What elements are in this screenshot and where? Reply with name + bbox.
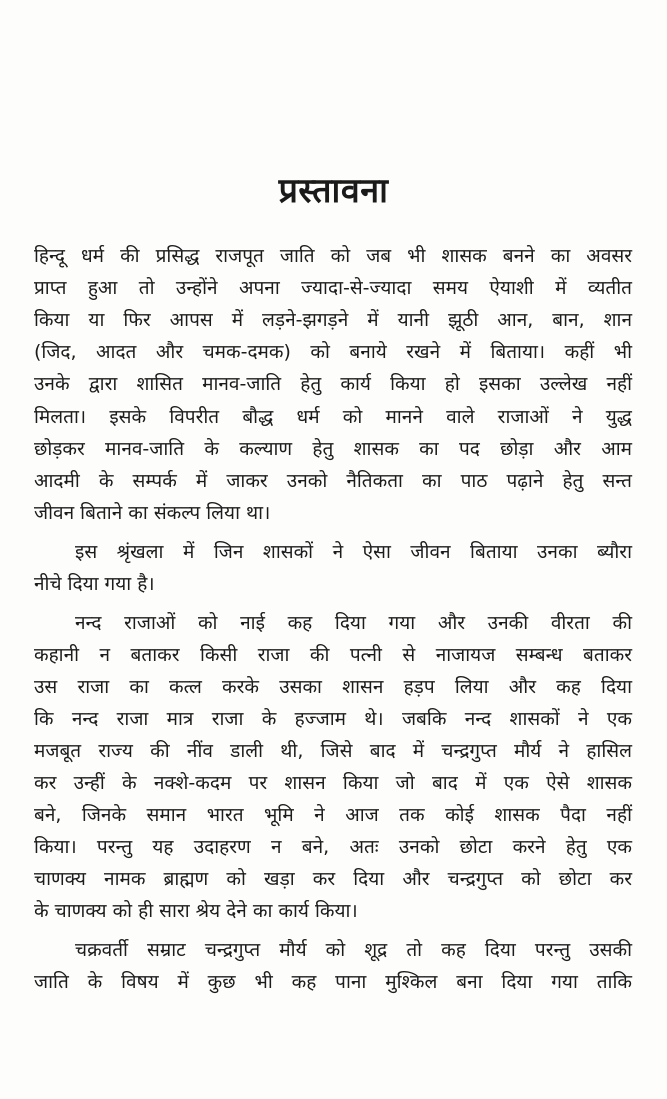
text-line: उस राजा का कत्ल करके उसका शासन हड़प लिया और कह दिया — [34, 676, 632, 698]
text-line: इस श्रृंखला में जिन शासकों ने ऐसा जीवन बिताया उनका ब्यौरा — [75, 541, 632, 563]
text-line: जीवन बिताने का संकल्प लिया था। — [34, 502, 271, 524]
text-line: के चाणक्य को ही सारा श्रेय देने का कार्य किया। — [34, 900, 358, 922]
text-line: नीचे दिया गया है। — [34, 573, 155, 595]
page-title: प्रस्तावना — [278, 171, 389, 211]
text-line: मिलता। इसके विपरीत बौद्ध धर्म को मानने वाले राजाओं ने युद्ध — [34, 406, 632, 428]
text-line: जाति के विषय में कुछ भी कह पाना मुश्किल बना दिया गया ताकि — [34, 971, 632, 993]
text-line: छोड़कर मानव-जाति के कल्याण हेतु शासक का पद छोड़ा और आम — [34, 438, 632, 460]
text-line: कहानी न बताकर किसी राजा की पत्नी से नाजायज सम्बन्ध बताकर — [34, 644, 632, 666]
text-line: बने, जिनके समान भारत भूमि ने आज तक कोई शासक पैदा नहीं — [34, 804, 632, 826]
text-line: किया। परन्तु यह उदाहरण न बने, अतः उनको छोटा करने हेतु एक — [34, 836, 632, 858]
text-line: नन्द राजाओं को नाई कह दिया गया और उनकी वीरता की — [75, 612, 632, 634]
text-line: हिन्दू धर्म की प्रसिद्ध राजपूत जाति को जब भी शासक बनने का अवसर — [34, 245, 632, 267]
text-line: आदमी के सम्पर्क में जाकर उनको नैतिकता का पाठ पढ़ाने हेतु सन्त — [34, 470, 632, 492]
text-line: प्राप्त हुआ तो उन्होंने अपना ज्यादा-से-ज्यादा समय ऐयाशी में व्यतीत — [34, 277, 632, 299]
text-line: कि नन्द राजा मात्र राजा के हज्जाम थे। जबकि नन्द शासकों ने एक — [34, 708, 632, 730]
text-line: किया या फिर आपस में लड़ने-झगड़ने में यानी झूठी आन, बान, शान — [34, 309, 632, 331]
text-line: उनके द्वारा शासित मानव-जाति हेतु कार्य किया हो इसका उल्लेख नहीं — [34, 373, 632, 395]
text-line: कर उन्हीं के नक्शे-कदम पर शासन किया जो बाद में एक ऐसे शासक — [34, 772, 632, 794]
text-line: चक्रवर्ती सम्राट चन्द्रगुप्त मौर्य को शूद्र तो कह दिया परन्तु उसकी — [75, 939, 632, 961]
text-line: चाणक्य नामक ब्राह्मण को खड़ा कर दिया और चन्द्रगुप्त को छोटा कर — [34, 868, 632, 890]
text-line: (जिद, आदत और चमक-दमक) को बनाये रखने में बिताया। कहीं भी — [34, 341, 632, 363]
text-line: मजबूत राज्य की नींव डाली थी, जिसे बाद में चन्द्रगुप्त मौर्य ने हासिल — [34, 740, 632, 762]
